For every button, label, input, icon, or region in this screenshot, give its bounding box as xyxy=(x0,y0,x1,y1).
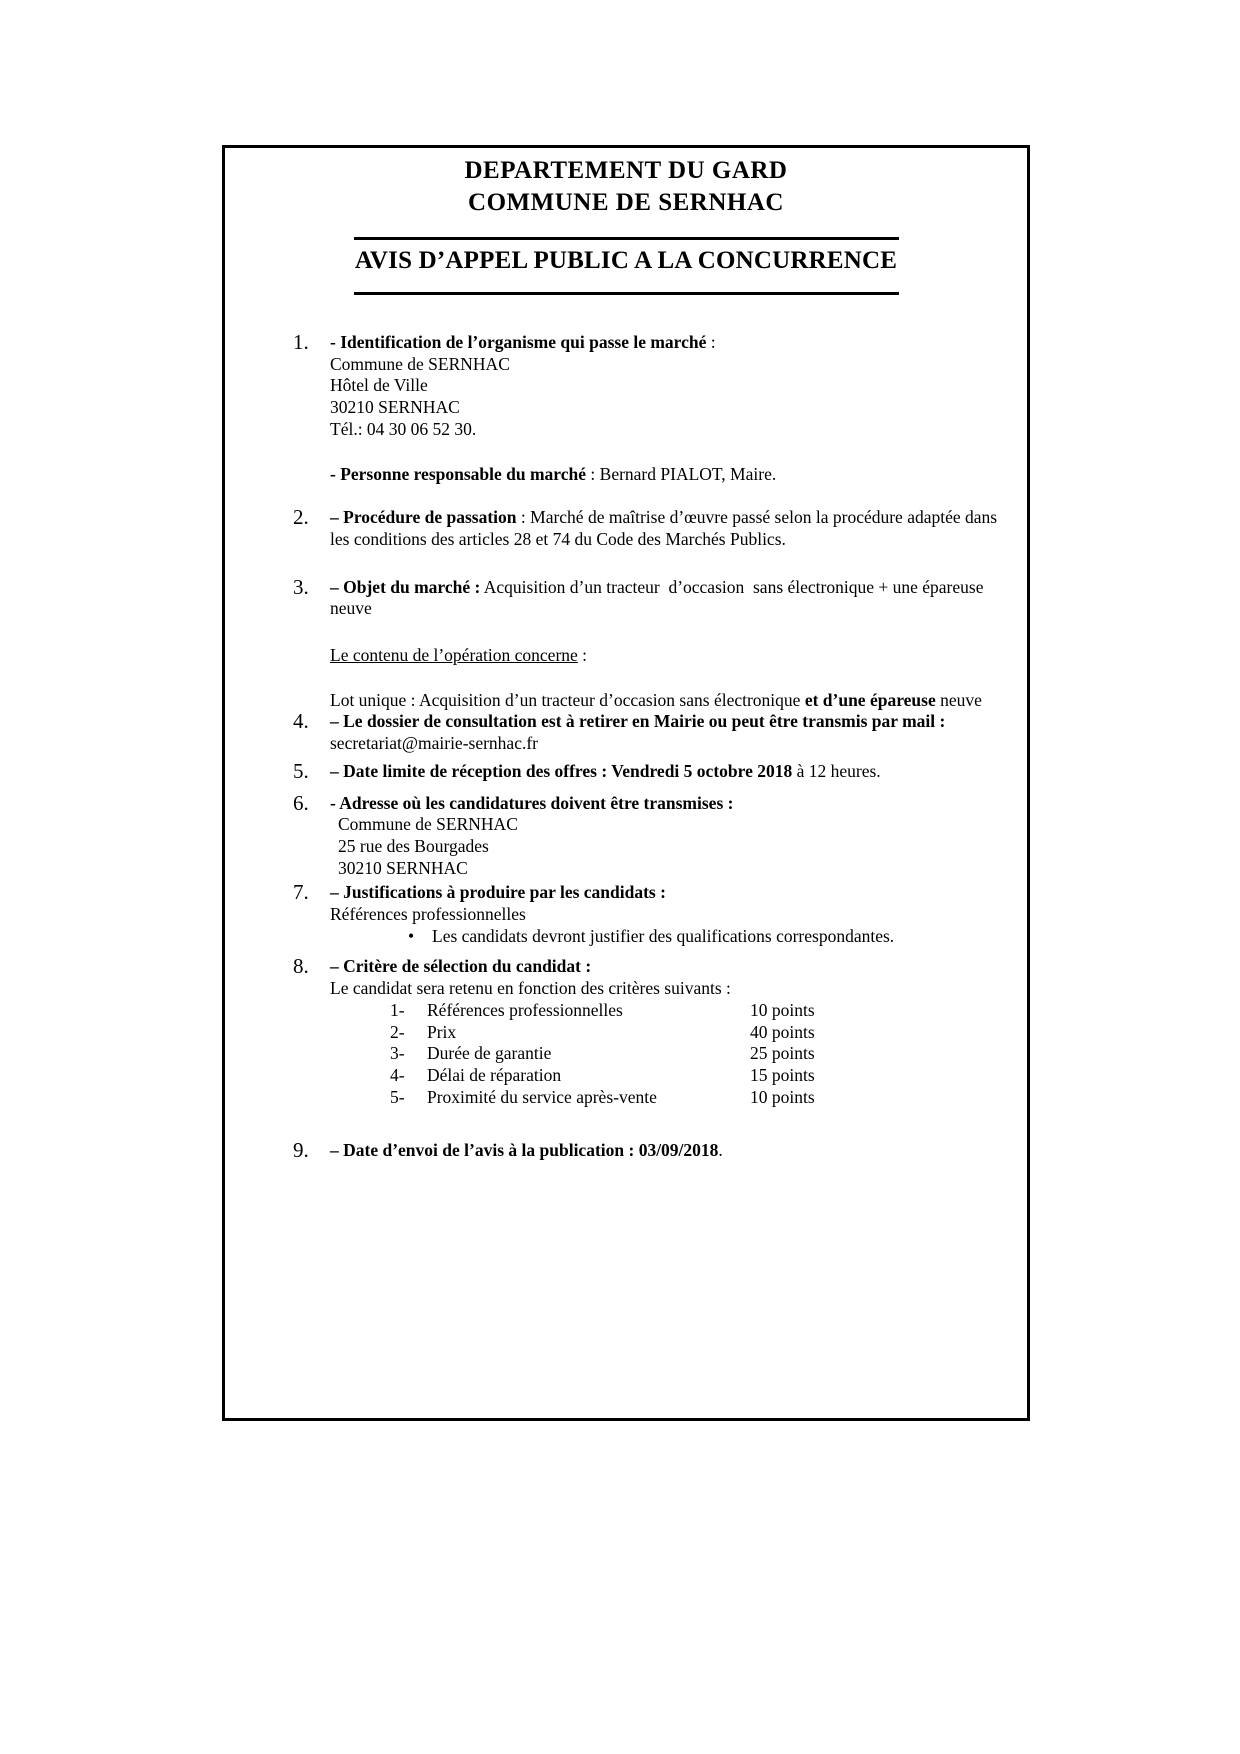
section-9-number: 9. xyxy=(293,1138,309,1163)
section-1 xyxy=(293,330,1008,485)
section-5-line xyxy=(330,761,1008,783)
bullet-text: Les candidats devront justifier des qualifications correspondantes. xyxy=(432,925,895,946)
responsible-person-value: : Bernard PIALOT, Maire. xyxy=(586,463,777,484)
section-9 xyxy=(293,1138,1008,1163)
heading-rule-bottom xyxy=(354,292,899,295)
section-2-heading-bold: – Procédure de passation xyxy=(330,507,517,528)
section-5 xyxy=(293,758,1008,783)
address-line: 25 rue des Bourgades xyxy=(338,835,489,856)
publication-date-tail: . xyxy=(718,1140,723,1161)
section-7 xyxy=(293,880,1008,947)
criteria-label: Références professionnelles xyxy=(427,999,623,1020)
section-7-heading xyxy=(330,882,1008,904)
responsible-person-label: - Personne responsable du marché xyxy=(330,463,587,484)
criteria-points: 25 points xyxy=(750,1043,815,1064)
criteria-row xyxy=(330,1065,1008,1087)
criteria-rank: 5- xyxy=(390,1086,405,1107)
section-5-number: 5. xyxy=(293,758,309,783)
section-1-number: 1. xyxy=(293,330,309,354)
address-line: 30210 SERNHAC xyxy=(338,857,468,878)
document-heading xyxy=(225,148,1027,295)
document-body xyxy=(225,332,1027,1162)
operation-content-underlined: Le contenu de l’opération concerne xyxy=(330,645,578,666)
section-4-heading-bold: – Le dossier de consultation est à retirer en Mairie ou peut être transmis par mail : xyxy=(330,711,946,732)
contact-email: secretariat@mairie-sernhac.fr xyxy=(330,733,539,754)
section-3-heading-bold: – Objet du marché : xyxy=(330,576,481,597)
section-6 xyxy=(293,790,1008,880)
section-4-heading xyxy=(330,711,1008,733)
section-8-number: 8. xyxy=(293,954,309,979)
address-line: Hôtel de Ville xyxy=(330,375,428,396)
criteria-row xyxy=(330,1022,1008,1044)
section-8-heading-bold: – Critère de sélection du candidat : xyxy=(330,956,592,977)
deadline-bold: – Date limite de réception des offres : Vendredi 5 octobre 2018 xyxy=(330,760,793,781)
criteria-rank: 1- xyxy=(390,999,405,1020)
lot-text-bold: et d’une épareuse xyxy=(804,689,936,710)
criteria-rank: 3- xyxy=(390,1043,405,1064)
section-7-heading-bold: – Justifications à produire par les candidats : xyxy=(330,882,666,903)
bullet-icon: • xyxy=(408,925,415,946)
criteria-points: 15 points xyxy=(750,1064,815,1085)
bullet-item xyxy=(330,926,1008,948)
section-6-number: 6. xyxy=(293,790,309,815)
lot-text: Lot unique : Acquisition d’un tracteur d’occasion sans électronique xyxy=(330,689,805,710)
section-3-paragraph xyxy=(330,577,1008,620)
section-4-number: 4. xyxy=(293,709,309,734)
commune-title: COMMUNE DE SERNHAC xyxy=(468,189,784,216)
section-9-line xyxy=(330,1140,1008,1162)
section-4 xyxy=(293,709,1008,754)
criteria-label: Proximité du service après-vente xyxy=(427,1086,657,1107)
operation-content-colon: : xyxy=(577,645,588,666)
operation-content-line xyxy=(330,645,1008,667)
section-8 xyxy=(293,954,1008,1108)
criteria-row xyxy=(330,1087,1008,1109)
lot-text-tail: neuve xyxy=(935,689,982,710)
address-line: Commune de SERNHAC xyxy=(330,353,510,374)
section-8-heading xyxy=(330,956,1008,978)
criteria-row xyxy=(330,1000,1008,1022)
department-title: DEPARTEMENT DU GARD xyxy=(464,157,788,184)
publication-date-bold: – Date d’envoi de l’avis à la publication : 03/09/2018 xyxy=(330,1140,719,1161)
section-3 xyxy=(293,574,1008,712)
section-7-number: 7. xyxy=(293,880,309,905)
section-6-heading-bold: - Adresse où les candidatures doivent être transmises : xyxy=(330,792,734,813)
section-1-heading xyxy=(330,332,1008,354)
criteria-points: 40 points xyxy=(750,1021,815,1042)
document-frame xyxy=(222,145,1030,1421)
criteria-intro: Le candidat sera retenu en fonction des critères suivants : xyxy=(330,978,731,999)
address-line: Commune de SERNHAC xyxy=(338,814,518,835)
section-2-number: 2. xyxy=(293,505,309,530)
criteria-label: Durée de garantie xyxy=(427,1043,552,1064)
criteria-rank: 4- xyxy=(390,1064,405,1085)
criteria-rank: 2- xyxy=(390,1021,405,1042)
lot-line xyxy=(330,690,1008,712)
section-2-paragraph xyxy=(330,507,1008,550)
section-2 xyxy=(293,505,1008,550)
responsible-person-line xyxy=(330,464,1008,486)
criteria-row xyxy=(330,1043,1008,1065)
criteria-label: Délai de réparation xyxy=(427,1064,562,1085)
heading-rule-top xyxy=(354,237,899,240)
section-3-text: Acquisition d’un tracteur d’occasion sans électronique + une épareuse neuve xyxy=(330,576,988,619)
section-6-heading xyxy=(330,793,1008,815)
phone-line: Tél.: 04 30 06 52 30. xyxy=(330,418,477,439)
section-2-text: : Marché de maîtrise d’œuvre passé selon la procédure adaptée dans les conditions des articles 28 et 74 du Code des Marchés Publics. xyxy=(330,507,998,549)
address-line: 30210 SERNHAC xyxy=(330,397,460,418)
deadline-time: à 12 heures. xyxy=(792,760,881,781)
references-line: Références professionnelles xyxy=(330,904,526,925)
section-3-number: 3. xyxy=(293,574,309,599)
criteria-points: 10 points xyxy=(750,999,815,1020)
notice-title: AVIS D’APPEL PUBLIC A LA CONCURRENCE xyxy=(354,247,898,274)
section-1-heading-rest: : xyxy=(706,332,716,352)
criteria-points: 10 points xyxy=(750,1086,815,1107)
criteria-label: Prix xyxy=(427,1021,457,1042)
section-1-heading-bold: - Identification de l’organisme qui passe le marché xyxy=(330,332,707,352)
